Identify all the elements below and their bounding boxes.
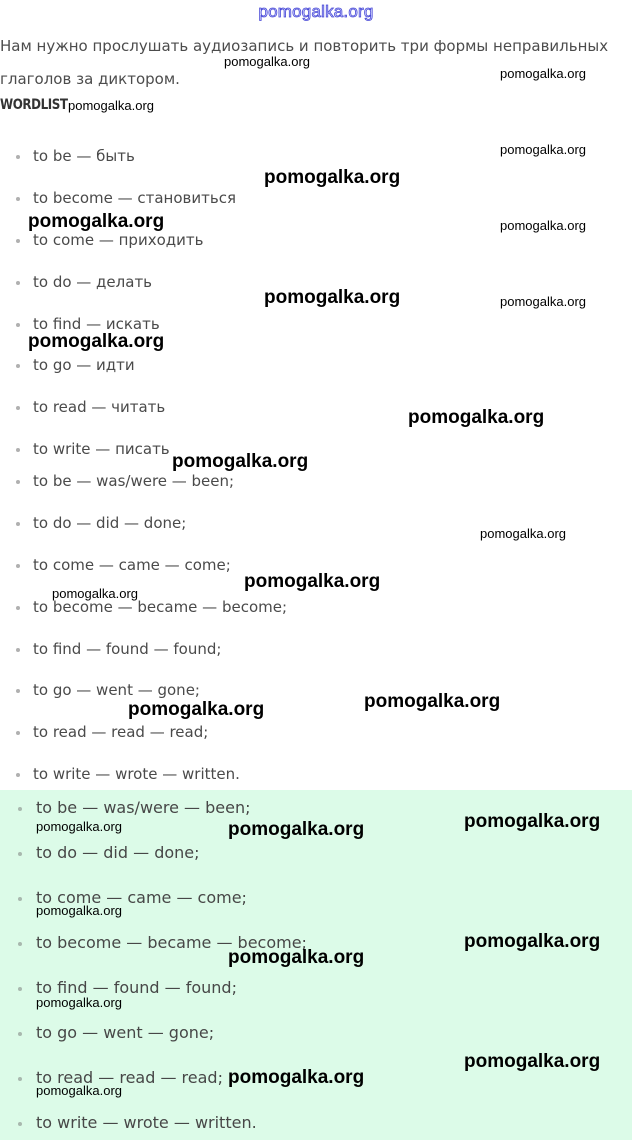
translation-item: to read — читать: [33, 398, 166, 416]
verb-forms-item: to read — read — read;: [33, 723, 209, 741]
watermark: pomogalka.org: [36, 995, 122, 1010]
answer-item: to come — came — come;: [36, 888, 247, 907]
verb-forms-item: to write — wrote — written.: [33, 765, 240, 783]
watermark: pomogalka.org: [228, 819, 365, 840]
watermark: pomogalka.org: [172, 451, 309, 472]
task-intro: Нам нужно прослушать аудиозапись и повторить три формы неправильных глаголов за диктором.: [0, 37, 609, 88]
watermark: pomogalka.org: [36, 819, 122, 834]
translation-item: to come — приходить: [33, 231, 204, 249]
translation-item: to go — идти: [33, 356, 135, 374]
translation-item: to become — становиться: [33, 189, 236, 207]
watermark: pomogalka.org: [244, 571, 381, 592]
watermark: pomogalka.org: [464, 811, 601, 832]
watermark: pomogalka.org: [464, 1051, 601, 1072]
verb-forms-item: to go — went — gone;: [33, 681, 200, 699]
verb-forms-item: to become — became — become;: [33, 598, 288, 616]
translation-item: to find — искать: [33, 315, 160, 333]
watermark: pomogalka.org: [464, 931, 601, 952]
answer-item: to write — wrote — written.: [36, 1113, 257, 1132]
answer-item: to do — did — done;: [36, 843, 200, 862]
watermark: pomogalka.org: [500, 218, 586, 233]
watermark: pomogalka.org: [264, 287, 401, 308]
watermark: pomogalka.org: [68, 98, 154, 113]
answer-item: to find — found — found;: [36, 978, 237, 997]
answer-item: to go — went — gone;: [36, 1023, 215, 1042]
watermark: pomogalka.org: [500, 294, 586, 309]
watermark: pomogalka.org: [364, 691, 501, 712]
watermark: pomogalka.org: [500, 66, 586, 81]
watermark: pomogalka.org: [408, 407, 545, 428]
wordlist-heading: WORDLIST: [0, 97, 68, 113]
header-watermark: pomogalka.org: [258, 2, 374, 21]
watermark: pomogalka.org: [36, 1083, 122, 1098]
answer-item: to be — was/were — been;: [36, 798, 251, 817]
verb-forms-item: to find — found — found;: [33, 640, 222, 658]
watermark: pomogalka.org: [128, 699, 265, 720]
watermark: pomogalka.org: [28, 331, 165, 352]
translation-item: to write — писать: [33, 440, 170, 458]
answer-item: to become — became — become;: [36, 933, 307, 952]
verb-forms-item: to come — came — come;: [33, 556, 231, 574]
translation-item: to be — быть: [33, 147, 135, 165]
watermark: pomogalka.org: [228, 1067, 365, 1088]
watermark: pomogalka.org: [480, 526, 566, 541]
watermark: pomogalka.org: [52, 586, 138, 601]
watermark: pomogalka.org: [36, 903, 122, 918]
watermark: pomogalka.org: [500, 142, 586, 157]
watermark: pomogalka.org: [228, 947, 365, 968]
watermark: pomogalka.org: [224, 54, 310, 69]
watermark: pomogalka.org: [28, 211, 165, 232]
translation-item: to do — делать: [33, 273, 153, 291]
watermark: pomogalka.org: [264, 167, 401, 188]
verb-forms-item: to be — was/were — been;: [33, 472, 235, 490]
answer-item: to read — read — read;: [36, 1068, 223, 1087]
verb-forms-item: to do — did — done;: [33, 514, 187, 532]
